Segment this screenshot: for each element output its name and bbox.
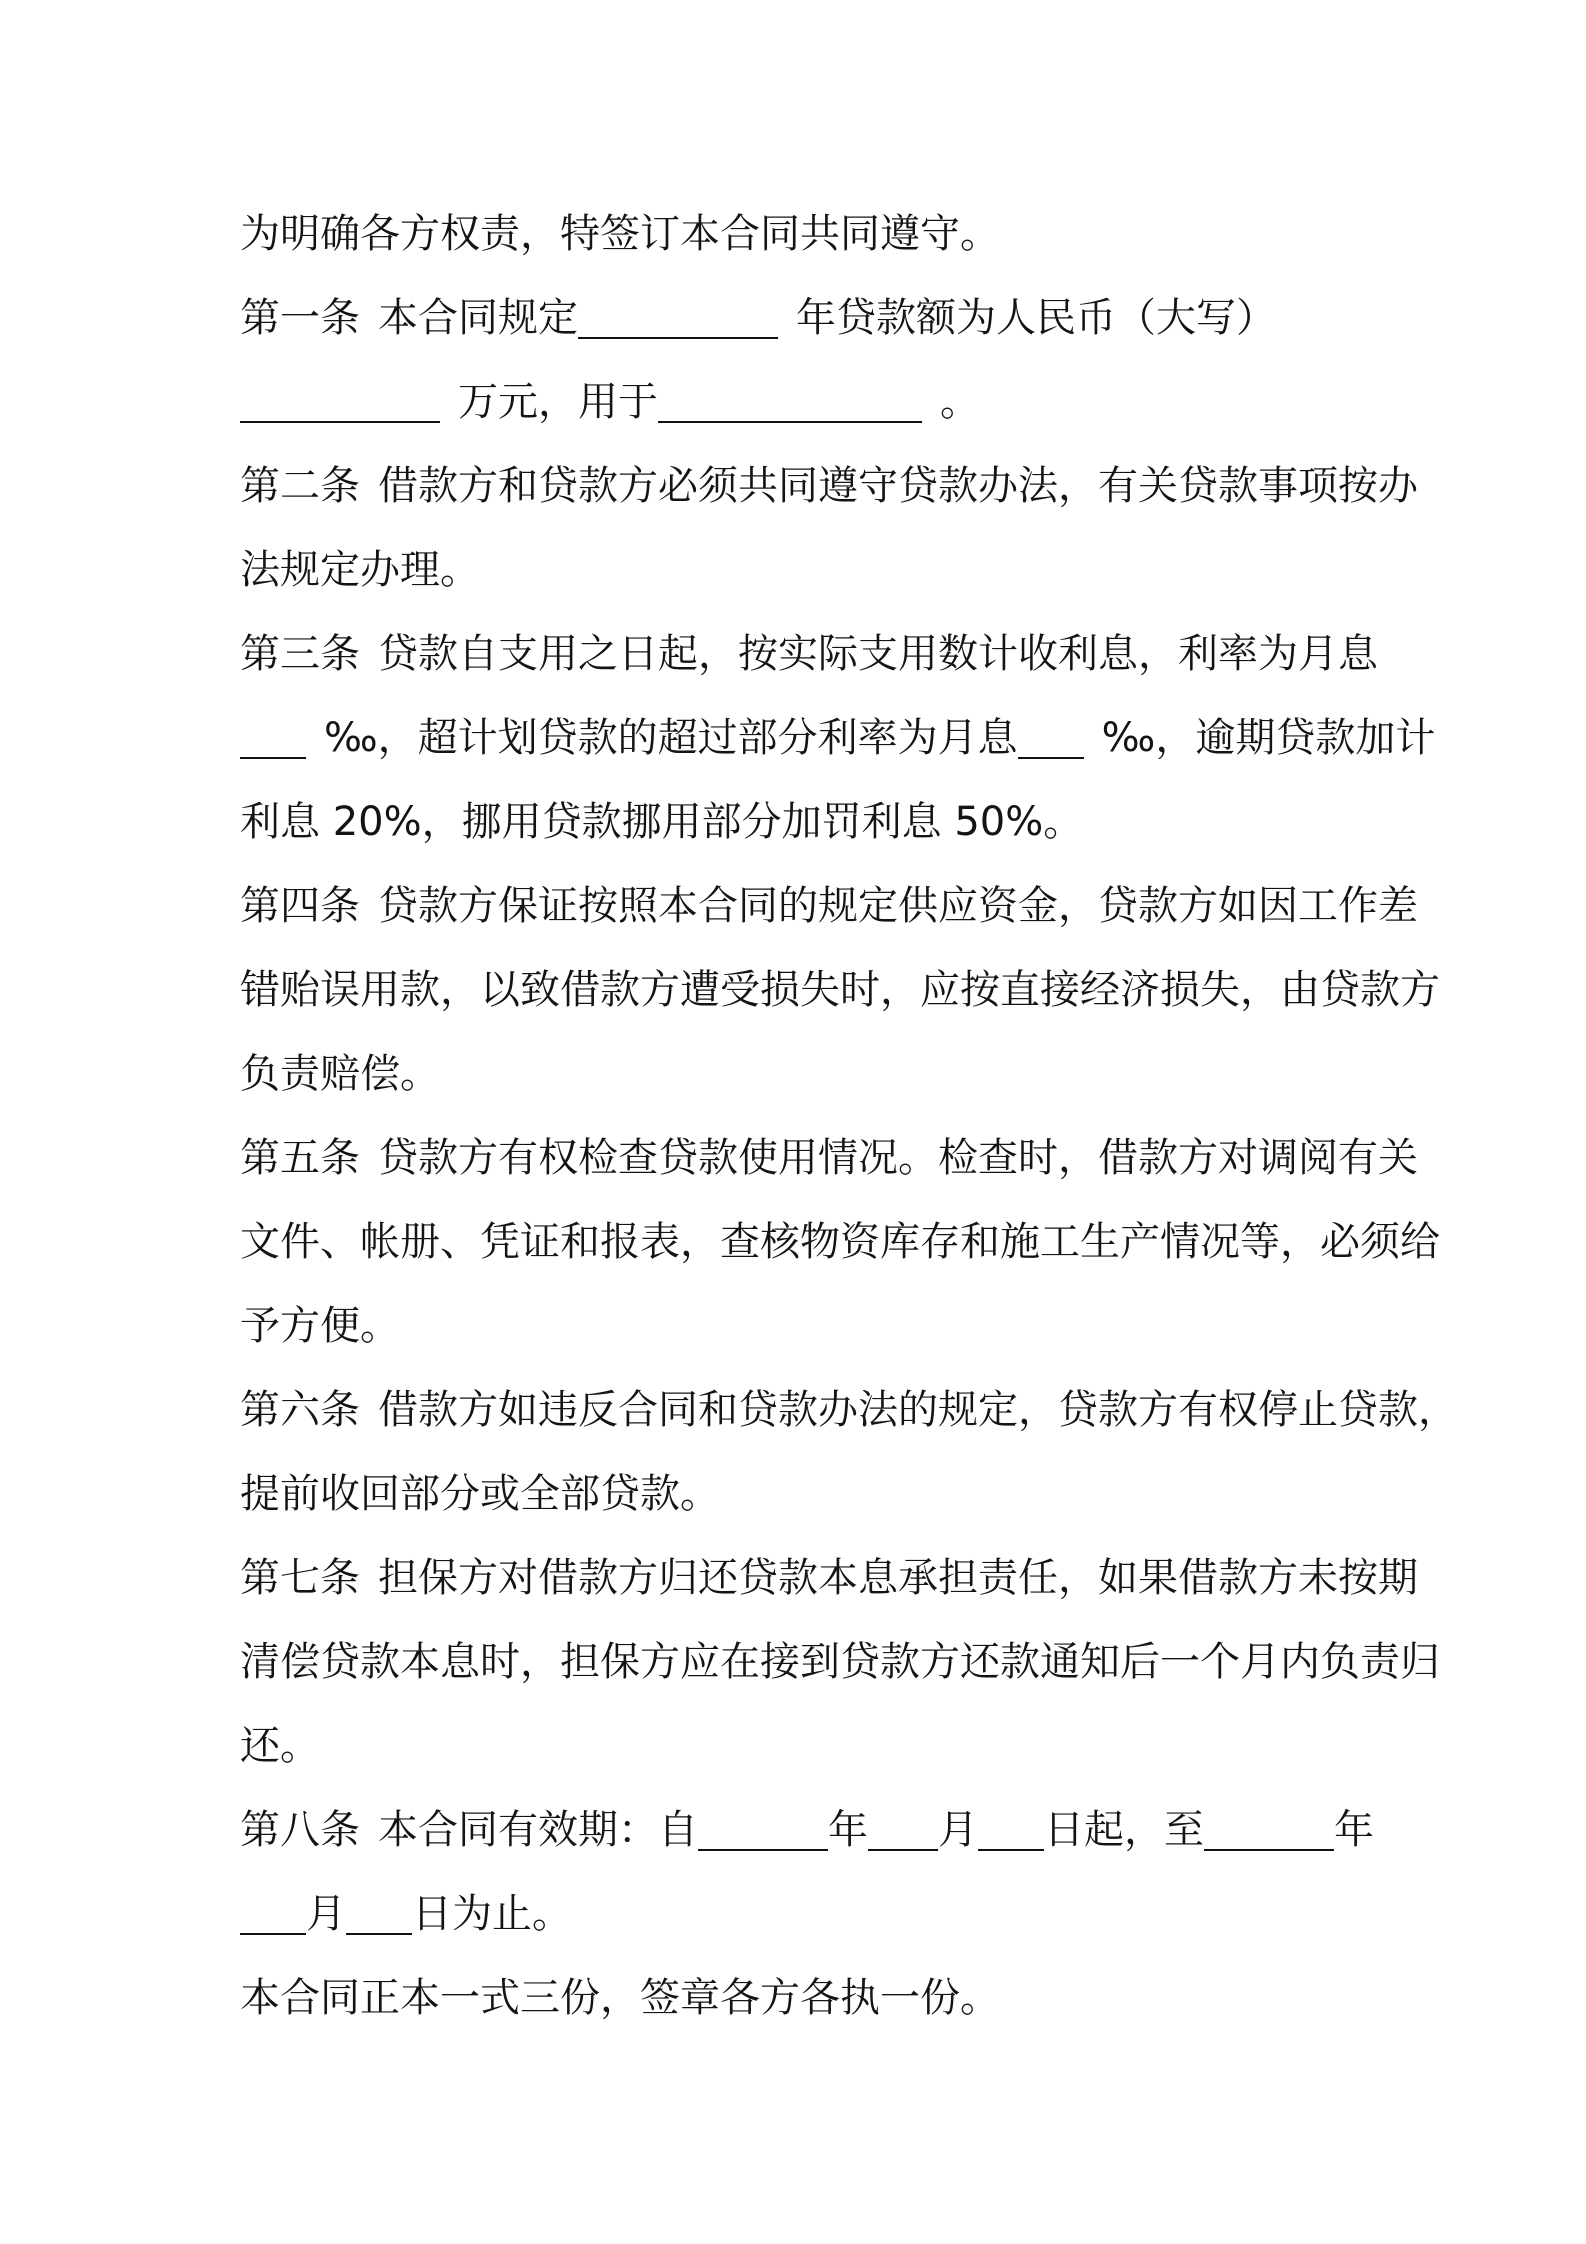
article-7-line-1: [240, 1536, 1418, 1620]
end-day-blank: [346, 1887, 412, 1935]
article-7-text-2: 清偿贷款本息时，担保方应在接到贷款方还款通知后一个月内负责归: [240, 1639, 1440, 1685]
article-2-label: 第二条: [240, 463, 360, 509]
year-blank: [578, 291, 778, 339]
article-6-line-2: [240, 1452, 1370, 1536]
article-5-line-2: [240, 1200, 1440, 1284]
article-6-text: 借款方如违反合同和贷款办法的规定，贷款方有权停止贷款，: [378, 1387, 1458, 1433]
article-8-year-2: 年: [1334, 1807, 1374, 1853]
article-7-line-2: [240, 1620, 1440, 1704]
article-8-line-1: [240, 1788, 1374, 1872]
article-3-line-2: [240, 696, 1436, 780]
article-5-text-2: 文件、帐册、凭证和报表，查核物资库存和施工生产情况等，必须给: [240, 1219, 1440, 1265]
article-5-line-1: [240, 1116, 1418, 1200]
article-8-label: 第八条: [240, 1807, 360, 1853]
article-8-year-1: 年: [828, 1807, 868, 1853]
excess-rate-blank: [1018, 711, 1084, 759]
article-4-text: 贷款方保证按照本合同的规定供应资金，贷款方如因工作差: [378, 883, 1418, 929]
article-8-month-1: 月: [938, 1807, 978, 1853]
article-5-line-3: [240, 1284, 1370, 1368]
article-1-text-4: 。: [940, 379, 980, 425]
article-5-label: 第五条: [240, 1135, 360, 1181]
monthly-rate-blank: [240, 711, 306, 759]
article-3-text-4: 利息 20%，挪用贷款挪用部分加罚利息 50%。: [240, 799, 1084, 845]
article-7-label: 第七条: [240, 1555, 360, 1601]
article-3-text-3: ‰，逾期贷款加计: [1101, 715, 1436, 761]
article-8-text-3: 日为止。: [412, 1891, 572, 1937]
closing-text: 本合同正本一式三份，签章各方各执一份。: [240, 1975, 1000, 2021]
start-day-blank: [978, 1803, 1044, 1851]
intro-line: [240, 192, 1370, 276]
end-year-blank: [1204, 1803, 1334, 1851]
article-1-text: 本合同规定: [378, 295, 578, 341]
article-4-label: 第四条: [240, 883, 360, 929]
amount-blank: [240, 375, 440, 423]
article-1-text-3: 万元，用于: [458, 379, 658, 425]
article-6-line-1: [240, 1368, 1458, 1452]
article-1-label: 第一条: [240, 295, 360, 341]
article-4-line-3: [240, 1032, 1370, 1116]
article-5-text: 贷款方有权检查贷款使用情况。检查时，借款方对调阅有关: [378, 1135, 1418, 1181]
article-1-text-2: 年贷款额为人民币（大写）: [796, 295, 1276, 341]
article-3-line-3: [240, 780, 1370, 864]
article-7-text: 担保方对借款方归还贷款本息承担责任，如果借款方未按期: [378, 1555, 1418, 1601]
article-6-text-2: 提前收回部分或全部贷款。: [240, 1471, 720, 1517]
intro-text: 为明确各方权责，特签订本合同共同遵守。: [240, 211, 1000, 257]
article-4-line-1: [240, 864, 1418, 948]
article-3-text-2: ‰，超计划贷款的超过部分利率为月息: [324, 715, 1018, 761]
article-8-text-2: 日起，至: [1044, 1807, 1204, 1853]
article-7-line-3: [240, 1704, 1370, 1788]
article-8-month-2: 月: [306, 1891, 346, 1937]
purpose-blank: [658, 375, 922, 423]
article-1-line-2: [240, 360, 1370, 444]
article-2-text: 借款方和贷款方必须共同遵守贷款办法，有关贷款事项按办: [378, 463, 1418, 509]
article-8-line-2: [240, 1872, 1370, 1956]
article-6-label: 第六条: [240, 1387, 360, 1433]
article-3-line-1: [240, 612, 1378, 696]
start-month-blank: [868, 1803, 938, 1851]
closing-line: [240, 1956, 1370, 2040]
article-2-text-2: 法规定办理。: [240, 547, 480, 593]
article-2-line-1: [240, 444, 1418, 528]
article-1-line-1: [240, 276, 1370, 360]
end-month-blank: [240, 1887, 306, 1935]
article-4-text-2: 错贻误用款，以致借款方遭受损失时，应按直接经济损失，由贷款方: [240, 967, 1440, 1013]
article-3-text: 贷款自支用之日起，按实际支用数计收利息，利率为月息: [378, 631, 1378, 677]
article-8-text: 本合同有效期：自: [378, 1807, 698, 1853]
start-year-blank: [698, 1803, 828, 1851]
article-2-line-2: [240, 528, 1370, 612]
article-5-text-3: 予方便。: [240, 1303, 400, 1349]
article-4-text-3: 负责赔偿。: [240, 1051, 440, 1097]
article-3-label: 第三条: [240, 631, 360, 677]
article-7-text-3: 还。: [240, 1723, 320, 1769]
article-4-line-2: [240, 948, 1440, 1032]
